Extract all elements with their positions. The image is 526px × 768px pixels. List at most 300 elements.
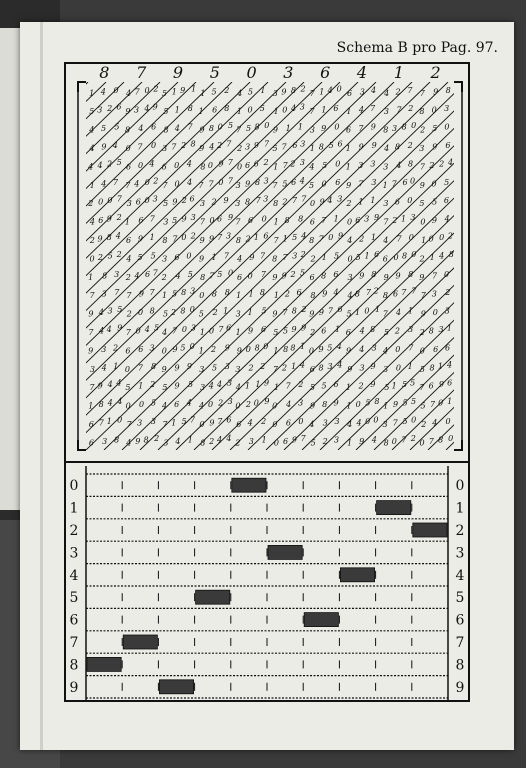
table-numeral: 7 [152,268,158,278]
diagonal-line [194,82,470,450]
table-numeral: 0 [189,305,195,315]
table-numeral: 9 [345,346,352,356]
table-numeral: 3 [163,217,169,227]
table-numeral: 9 [281,271,287,281]
table-numeral: 1 [407,306,414,316]
table-numeral: 6 [138,216,144,226]
table-numeral: 3 [235,180,241,190]
table-numeral: 7 [198,180,204,190]
table-numeral: 5 [247,87,254,97]
table-numeral: 5 [245,124,252,134]
table-numeral: 2 [260,361,266,371]
table-numeral: 4 [175,271,181,281]
table-numeral: 3 [431,289,437,299]
diagonal-line [64,82,106,450]
table-numeral: 3 [327,361,333,371]
table-numeral: 7 [112,177,119,187]
table-numeral: 5 [411,397,417,407]
table-numeral: 9 [224,343,230,353]
table-numeral: 9 [199,144,205,153]
table-numeral: 6 [393,289,399,299]
table-numeral: 3 [163,438,169,448]
table-numeral: 4 [187,177,193,187]
marked-block [196,590,230,604]
table-numeral: 4 [126,254,132,264]
table-numeral: 9 [431,216,438,226]
table-numeral: 2 [161,272,167,282]
marked-block [413,523,447,537]
table-numeral: 5 [444,177,450,187]
table-numeral: 5 [261,306,267,316]
table-numeral: 7 [126,291,132,301]
table-numeral: 5 [432,124,438,134]
table-numeral: 9 [248,326,254,336]
table-numeral: 0 [411,121,417,131]
table-numeral: 7 [217,233,223,242]
table-numeral: 2 [216,141,223,150]
table-numeral: 6 [174,252,180,262]
table-numeral: 8 [181,288,187,298]
table-numeral: 2 [407,141,413,150]
table-numeral: 1 [321,252,327,262]
table-numeral: 3 [408,325,414,334]
table-numeral: 9 [383,272,389,282]
table-numeral: 3 [227,397,233,407]
table-numeral: 3 [248,436,254,446]
table-numeral: 4 [89,217,96,227]
table-numeral: 0 [273,438,279,448]
table-numeral: 4 [327,85,333,95]
table-numeral: 3 [89,364,96,374]
table-numeral: 4 [112,141,118,150]
diagonal-line [64,82,88,450]
table-numeral: 3 [235,364,241,374]
table-numeral: 2 [248,363,254,373]
table-numeral: 2 [116,213,122,223]
table-numeral: 8 [394,142,400,152]
table-numeral: 4 [144,104,150,114]
table-numeral: 3 [383,107,389,117]
table-numeral: 0 [336,84,342,94]
table-numeral: 1 [247,308,253,318]
table-numeral: 2 [392,216,398,226]
table-numeral: 7 [272,364,278,374]
table-numeral: 4 [98,308,104,318]
table-numeral: 6 [321,326,327,336]
table-numeral: 8 [224,288,230,298]
row-number-left: 3 [69,545,79,562]
table-numeral: 7 [255,196,261,206]
table-numeral: 5 [125,383,131,393]
table-numeral: 4 [347,236,353,245]
table-numeral: 1 [89,180,95,190]
table-numeral: 9 [291,435,298,445]
table-numeral: 3 [382,420,388,429]
diagonal-line [64,82,379,450]
table-numeral: 3 [359,87,365,97]
table-numeral: 5 [292,233,298,242]
table-numeral: 7 [419,162,426,172]
diagonal-line [407,82,470,450]
table-numeral: 0 [334,122,340,132]
table-numeral: 9 [318,344,324,354]
table-numeral: 5 [161,88,168,98]
table-numeral: 3 [334,417,340,426]
table-numeral: 0 [364,306,370,316]
table-numeral: 6 [135,197,141,207]
table-numeral: 0 [161,346,167,356]
table-numeral: 7 [396,234,402,244]
table-numeral: 5 [346,309,352,319]
table-numeral: 7 [260,269,266,279]
table-numeral: 9 [321,124,327,134]
table-numeral: 0 [407,196,413,206]
table-numeral: 9 [318,308,325,318]
table-numeral: 5 [419,364,426,374]
table-numeral: 4 [134,271,140,281]
table-numeral: 3 [370,159,376,169]
table-numeral: 4 [439,251,445,261]
table-numeral: 8 [125,125,131,135]
table-numeral: 4 [106,325,112,334]
table-numeral: 1 [255,380,261,390]
table-numeral: 1 [174,105,180,115]
table-numeral: 3 [309,125,315,135]
row-number-left: 9 [69,679,79,696]
table-numeral: 6 [261,325,267,334]
table-numeral: 2 [290,269,296,279]
table-numeral: 5 [365,398,371,408]
table-numeral: 0 [439,233,445,242]
table-numeral: 6 [151,122,157,132]
table-numeral: 9 [309,401,316,411]
table-numeral: 2 [298,380,304,390]
table-numeral: 8 [200,272,206,282]
table-numeral: 5 [187,269,193,279]
table-numeral: 7 [88,328,94,337]
table-numeral: 6 [345,125,352,135]
table-numeral: 7 [358,179,364,189]
table-numeral: 0 [347,254,353,264]
table-numeral: 2 [419,254,425,264]
table-numeral: 7 [134,87,140,97]
table-numeral: 4 [286,400,292,410]
table-numeral: 6 [337,305,343,315]
table-numeral: 9 [370,122,376,132]
table-numeral: 0 [419,346,425,356]
table-numeral: 9 [208,234,215,244]
table-numeral: 2 [235,438,241,448]
table-numeral: 2 [89,236,95,245]
table-numeral: 7 [199,217,205,227]
table-numeral: 2 [395,87,401,97]
marked-block [304,613,338,627]
table-numeral: 6 [292,141,298,150]
table-numeral: 5 [211,87,217,97]
table-numeral: 8 [200,438,206,448]
table-numeral: 0 [139,400,145,410]
row-number-left: 6 [69,612,79,629]
table-numeral: 2 [261,417,267,426]
table-numeral: 0 [138,308,144,318]
table-numeral: 9 [309,309,315,319]
table-numeral: 1 [211,252,217,262]
diagonal-line [371,82,470,450]
table-numeral: 9 [97,234,103,244]
table-numeral: 9 [272,309,278,319]
table-numeral: 4 [383,236,389,245]
table-numeral: 3 [152,194,158,204]
table-numeral: 3 [292,251,298,261]
table-numeral: 8 [254,177,261,187]
table-numeral: 8 [106,233,112,242]
table-numeral: 8 [298,214,304,224]
table-numeral: 0 [144,196,150,206]
table-numeral: 7 [309,107,315,117]
table-numeral: 1 [346,438,353,448]
table-numeral: 7 [309,88,315,98]
table-numeral: 1 [345,144,351,153]
corner-bracket [78,82,86,92]
table-numeral: 1 [253,233,260,242]
table-numeral: 9 [106,214,112,224]
table-numeral: 4 [149,159,155,169]
table-numeral: 1 [235,328,241,337]
table-numeral: 0 [272,401,278,411]
table-numeral: 6 [144,269,151,279]
table-numeral: 1 [198,346,204,356]
table-numeral: 9 [199,236,205,245]
table-numeral: 0 [410,176,416,186]
table-numeral: 3 [134,105,140,115]
header-digit: 0 [246,63,257,82]
table-numeral: 7 [172,326,178,336]
table-numeral: 1 [191,84,197,94]
table-numeral: 0 [207,160,214,170]
table-numeral: 4 [209,142,215,152]
table-numeral: 2 [97,252,103,262]
table-numeral: 0 [189,341,195,351]
table-numeral: 4 [117,397,123,407]
table-numeral: 4 [186,159,192,169]
table-numeral: 3 [227,378,233,388]
table-numeral: 7 [301,194,307,204]
corner-bracket [78,440,86,450]
table-numeral: 5 [259,104,265,114]
table-numeral: 2 [420,125,426,135]
table-numeral: 7 [149,288,155,298]
table-numeral: 2 [282,197,288,207]
table-numeral: 7 [223,251,229,261]
table-numeral: 9 [186,361,192,371]
table-numeral: 7 [327,306,333,316]
table-numeral: 8 [114,435,120,445]
table-numeral: 5 [419,199,425,209]
table-numeral: 5 [402,417,408,426]
table-numeral: 1 [273,291,279,301]
corner-bracket [454,440,462,450]
table-numeral: 1 [421,236,427,245]
table-numeral: 3 [190,213,196,223]
table-numeral: 0 [181,325,187,334]
table-numeral: 8 [190,139,196,149]
table-numeral: 1 [236,291,242,301]
table-numeral: 0 [431,179,437,189]
table-numeral: 9 [101,142,107,152]
table-numeral: 1 [88,401,94,411]
table-numeral: 2 [181,196,187,206]
table-numeral: 8 [402,251,408,261]
table-numeral: 0 [298,417,304,426]
table-numeral: 7 [408,343,414,353]
table-numeral: 7 [89,291,95,301]
napier-rods-plate [64,62,470,702]
table-numeral: 5 [310,438,316,448]
table-numeral: 8 [401,122,407,132]
table-numeral: 5 [89,107,95,117]
table-numeral: 5 [181,417,187,426]
table-numeral: 4 [89,125,95,135]
table-numeral: 3 [364,214,370,224]
table-numeral: 8 [284,216,290,226]
table-numeral: 7 [365,288,371,298]
table-numeral: 7 [281,142,287,152]
table-numeral: 6 [236,420,242,429]
table-numeral: 4 [237,254,243,264]
table-numeral: 1 [138,381,144,391]
table-numeral: 6 [445,141,451,150]
table-numeral: 8 [291,306,297,316]
table-numeral: 3 [107,306,113,316]
table-numeral: 1 [273,383,280,393]
table-numeral: 5 [328,141,334,150]
table-numeral: 5 [355,252,361,262]
table-numeral: 6 [335,177,341,187]
table-numeral: 9 [433,87,439,97]
table-numeral: 7 [370,104,376,114]
table-numeral: 4 [134,179,140,189]
table-numeral: 2 [245,234,251,244]
header-digit: 2 [430,63,441,82]
table-numeral: 9 [174,381,180,391]
table-numeral: 8 [383,438,389,448]
table-numeral: 2 [116,249,122,259]
table-numeral: 7 [209,271,215,281]
table-numeral: 1 [236,107,242,117]
table-numeral: 0 [272,420,278,429]
table-numeral: 4 [301,231,307,241]
table-numeral: 3 [419,144,425,153]
table-numeral: 3 [337,194,343,204]
table-numeral: 0 [253,398,259,408]
header-digit: 5 [209,63,220,82]
table-numeral: 7 [428,436,434,446]
table-numeral: 9 [371,141,377,150]
table-numeral: 2 [125,272,131,282]
diagonal-line [464,82,470,450]
table-numeral: 3 [391,124,398,134]
table-numeral: 1 [273,107,279,117]
table-numeral: 6 [263,231,269,241]
table-numeral: 1 [354,308,361,318]
table-numeral: 0 [245,344,251,354]
table-numeral: 2 [310,254,316,264]
table-numeral: 2 [445,288,451,298]
table-numeral: 3 [272,88,278,98]
table-numeral: 6 [245,160,251,170]
table-numeral: 2 [170,308,177,318]
table-numeral: 0 [174,160,180,170]
table-numeral: 4 [217,380,223,390]
table-numeral: 7 [292,196,298,206]
table-numeral: 4 [99,326,105,336]
table-numeral: 3 [322,418,328,428]
table-numeral: 0 [235,401,241,411]
table-numeral: 9 [359,271,365,281]
table-numeral: 0 [411,415,417,425]
table-numeral: 4 [174,124,180,134]
table-numeral: 9 [281,87,287,97]
diagonal-line [64,82,124,450]
table-numeral: 3 [383,364,389,374]
table-numeral: 4 [88,162,94,172]
table-numeral: 2 [153,84,159,94]
table-numeral: 8 [448,249,454,259]
table-numeral: 6 [345,328,351,337]
table-numeral: 1 [382,180,388,190]
table-numeral: 3 [149,343,155,353]
table-numeral: 9 [117,323,123,333]
table-numeral: 2 [88,199,94,209]
table-numeral: 5 [402,398,408,408]
table-numeral: 6 [88,438,94,448]
table-numeral: 4 [107,380,113,390]
table-numeral: 0 [247,271,253,281]
table-numeral: 0 [444,122,450,132]
table-numeral: 4 [101,179,107,189]
table-numeral: 0 [138,160,144,170]
table-numeral: 5 [137,252,143,262]
table-numeral: 7 [227,176,234,186]
table-numeral: 9 [223,196,229,206]
table-numeral: 0 [186,251,192,261]
table-numeral: 0 [335,159,341,169]
table-numeral: 7 [300,433,306,443]
table-numeral: 9 [135,436,141,446]
table-numeral: 4 [309,162,315,172]
table-numeral: 0 [117,415,123,425]
table-numeral: 1 [447,397,453,407]
table-numeral: 1 [273,346,279,356]
table-numeral: 9 [161,364,167,374]
table-numeral: 1 [291,361,297,371]
table-numeral: 2 [190,231,196,241]
table-numeral: 5 [410,378,416,388]
table-numeral: 3 [101,344,107,354]
table-numeral: 0 [135,326,141,336]
table-numeral: 1 [113,361,119,371]
table-numeral: 9 [152,102,158,112]
table-numeral: 7 [126,420,132,429]
table-numeral: 3 [226,231,232,241]
table-numeral: 6 [125,236,132,245]
table-numeral: 6 [443,196,449,206]
table-numeral: 5 [180,343,186,353]
table-numeral: 4 [371,85,377,95]
table-numeral: 8 [259,288,265,298]
table-numeral: 0 [144,85,150,95]
table-numeral: 3 [190,286,196,296]
